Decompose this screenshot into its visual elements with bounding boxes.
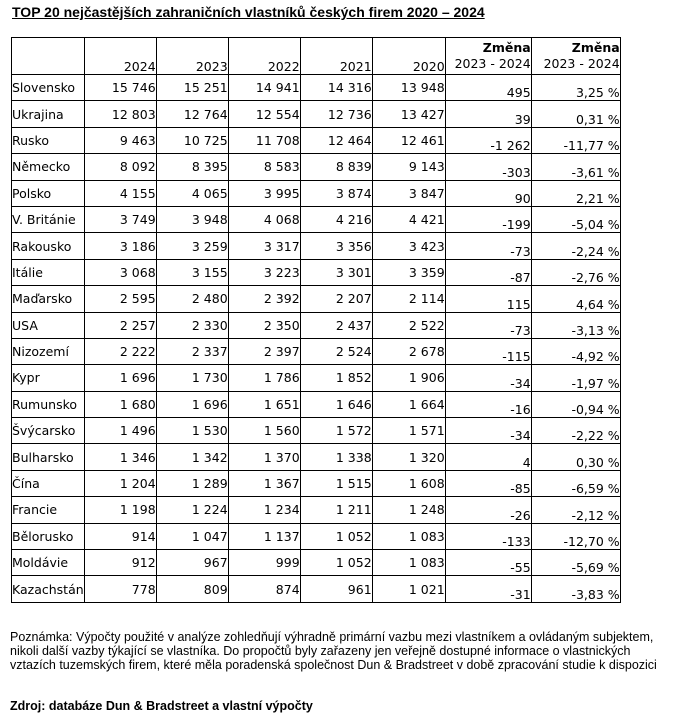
change-cell: 495 [445, 75, 531, 101]
table-row [12, 154, 621, 180]
value-cell: 1 560 [228, 418, 300, 444]
value-cell: 1 680 [84, 391, 156, 417]
value-cell: 1 571 [372, 418, 445, 444]
value-cell: 1 646 [300, 391, 372, 417]
value-cell: 1 234 [228, 497, 300, 523]
value-cell: 2 480 [156, 286, 228, 312]
country-cell: Francie [12, 497, 85, 523]
country-cell: Slovensko [12, 75, 85, 101]
table-row [12, 470, 621, 496]
value-cell: 1 515 [300, 470, 372, 496]
value-cell: 1 137 [228, 523, 300, 549]
footnote: Poznámka: Výpočty použité v analýze zohledňují výhradně primární vazbu mezi vlastníkem a ovládaným subjektem, nikoli další vazby týkající se vlastníka. Do propočtů byly zařazeny jen veřejně dostupné informace o vlastnických vztazích tuzemských firem, které měla poradenská společnost Dun & Bradstreet v době zpracování studie k dispozici [10, 630, 657, 672]
change-cell: -55 [445, 550, 531, 576]
value-cell: 1 696 [156, 391, 228, 417]
change-cell: -199 [445, 206, 531, 232]
value-cell: 2 207 [300, 286, 372, 312]
change-pct-cell: -3,13 % [531, 312, 620, 338]
value-cell: 12 461 [372, 127, 445, 153]
value-cell: 809 [156, 576, 228, 602]
value-cell: 1 852 [300, 365, 372, 391]
change-cell: -133 [445, 523, 531, 549]
value-cell: 778 [84, 576, 156, 602]
value-cell: 2 257 [84, 312, 156, 338]
table-title: TOP 20 nejčastějších zahraničních vlastníků českých firem 2020 – 2024 [12, 4, 485, 20]
value-cell: 1 198 [84, 497, 156, 523]
country-cell: Rakousko [12, 233, 85, 259]
table-row [12, 127, 621, 153]
table-row [12, 75, 621, 101]
change-pct-cell: 0,31 % [531, 101, 620, 127]
table-row [12, 338, 621, 364]
value-cell: 1 204 [84, 470, 156, 496]
change-pct-cell: -1,97 % [531, 365, 620, 391]
year-header: 2022 [228, 38, 300, 75]
value-cell: 3 356 [300, 233, 372, 259]
table-row [12, 180, 621, 206]
change-pct-cell: -2,22 % [531, 418, 620, 444]
value-cell: 8 839 [300, 154, 372, 180]
value-cell: 1 224 [156, 497, 228, 523]
value-cell: 1 083 [372, 523, 445, 549]
country-cell: Čína [12, 470, 85, 496]
value-cell: 8 092 [84, 154, 156, 180]
change-cell: -73 [445, 233, 531, 259]
change-cell: -115 [445, 338, 531, 364]
value-cell: 3 874 [300, 180, 372, 206]
change-pct-cell: -3,83 % [531, 576, 620, 602]
value-cell: 1 021 [372, 576, 445, 602]
value-cell: 1 906 [372, 365, 445, 391]
change-abs-header [445, 38, 531, 75]
change-pct-cell: -5,69 % [531, 550, 620, 576]
country-cell: Bělorusko [12, 523, 85, 549]
country-cell: Kazachstán [12, 576, 85, 602]
change-abs-header-line2: 2023 - 2024 [454, 56, 531, 71]
change-cell: 4 [445, 444, 531, 470]
value-cell: 1 651 [228, 391, 300, 417]
table-row [12, 286, 621, 312]
value-cell: 2 397 [228, 338, 300, 364]
value-cell: 2 678 [372, 338, 445, 364]
table-row [12, 233, 621, 259]
value-cell: 3 259 [156, 233, 228, 259]
change-pct-cell: 4,64 % [531, 286, 620, 312]
table-row [12, 576, 621, 602]
change-pct-cell: -5,04 % [531, 206, 620, 232]
year-header: 2023 [156, 38, 228, 75]
value-cell: 3 359 [372, 259, 445, 285]
country-cell: Německo [12, 154, 85, 180]
value-cell: 15 746 [84, 75, 156, 101]
value-cell: 4 421 [372, 206, 445, 232]
change-pct-cell: -2,76 % [531, 259, 620, 285]
value-cell: 15 251 [156, 75, 228, 101]
country-cell: Nizozemí [12, 338, 85, 364]
value-cell: 961 [300, 576, 372, 602]
value-cell: 1 211 [300, 497, 372, 523]
value-cell: 914 [84, 523, 156, 549]
value-cell: 3 186 [84, 233, 156, 259]
table-row [12, 497, 621, 523]
value-cell: 1 370 [228, 444, 300, 470]
country-cell: Maďarsko [12, 286, 85, 312]
value-cell: 4 216 [300, 206, 372, 232]
value-cell: 2 437 [300, 312, 372, 338]
value-cell: 3 749 [84, 206, 156, 232]
value-cell: 8 395 [156, 154, 228, 180]
value-cell: 3 223 [228, 259, 300, 285]
table-row [12, 206, 621, 232]
table-row [12, 312, 621, 338]
value-cell: 1 730 [156, 365, 228, 391]
table-row [12, 523, 621, 549]
change-cell: 90 [445, 180, 531, 206]
value-cell: 2 522 [372, 312, 445, 338]
change-pct-header-line2: 2023 - 2024 [543, 56, 620, 71]
value-cell: 967 [156, 550, 228, 576]
value-cell: 3 847 [372, 180, 445, 206]
year-header: 2024 [84, 38, 156, 75]
country-cell: Itálie [12, 259, 85, 285]
value-cell: 12 803 [84, 101, 156, 127]
change-cell: -31 [445, 576, 531, 602]
change-cell: -1 262 [445, 127, 531, 153]
value-cell: 1 608 [372, 470, 445, 496]
value-cell: 12 464 [300, 127, 372, 153]
value-cell: 8 583 [228, 154, 300, 180]
value-cell: 13 427 [372, 101, 445, 127]
value-cell: 1 052 [300, 523, 372, 549]
change-cell: -16 [445, 391, 531, 417]
change-cell: -85 [445, 470, 531, 496]
value-cell: 1 047 [156, 523, 228, 549]
country-cell: Polsko [12, 180, 85, 206]
value-cell: 1 696 [84, 365, 156, 391]
change-pct-cell: -12,70 % [531, 523, 620, 549]
change-cell: -34 [445, 418, 531, 444]
value-cell: 1 786 [228, 365, 300, 391]
change-pct-cell: 0,30 % [531, 444, 620, 470]
value-cell: 1 530 [156, 418, 228, 444]
country-cell: Bulharsko [12, 444, 85, 470]
value-cell: 1 346 [84, 444, 156, 470]
value-cell: 4 065 [156, 180, 228, 206]
value-cell: 4 068 [228, 206, 300, 232]
table-row [12, 365, 621, 391]
value-cell: 2 114 [372, 286, 445, 312]
country-header [12, 38, 85, 75]
value-cell: 12 764 [156, 101, 228, 127]
change-pct-cell: 3,25 % [531, 75, 620, 101]
value-cell: 1 367 [228, 470, 300, 496]
value-cell: 3 155 [156, 259, 228, 285]
header-row [12, 38, 621, 75]
change-pct-header [531, 38, 620, 75]
year-header: 2021 [300, 38, 372, 75]
value-cell: 13 948 [372, 75, 445, 101]
table-row [12, 391, 621, 417]
value-cell: 1 338 [300, 444, 372, 470]
value-cell: 14 941 [228, 75, 300, 101]
value-cell: 874 [228, 576, 300, 602]
value-cell: 1 342 [156, 444, 228, 470]
change-pct-cell: 2,21 % [531, 180, 620, 206]
table-row [12, 259, 621, 285]
source-note: Zdroj: databáze Dun & Bradstreet a vlastní výpočty [10, 699, 313, 713]
value-cell: 1 248 [372, 497, 445, 523]
value-cell: 3 068 [84, 259, 156, 285]
country-cell: Ukrajina [12, 101, 85, 127]
country-cell: USA [12, 312, 85, 338]
value-cell: 3 301 [300, 259, 372, 285]
table-row [12, 418, 621, 444]
value-cell: 1 083 [372, 550, 445, 576]
table-row [12, 550, 621, 576]
value-cell: 9 143 [372, 154, 445, 180]
change-cell: -34 [445, 365, 531, 391]
value-cell: 3 423 [372, 233, 445, 259]
value-cell: 2 350 [228, 312, 300, 338]
change-cell: 39 [445, 101, 531, 127]
value-cell: 912 [84, 550, 156, 576]
change-pct-cell: -3,61 % [531, 154, 620, 180]
value-cell: 2 392 [228, 286, 300, 312]
change-cell: -303 [445, 154, 531, 180]
change-pct-cell: -11,77 % [531, 127, 620, 153]
change-cell: -26 [445, 497, 531, 523]
value-cell: 1 664 [372, 391, 445, 417]
value-cell: 1 052 [300, 550, 372, 576]
value-cell: 3 995 [228, 180, 300, 206]
value-cell: 9 463 [84, 127, 156, 153]
value-cell: 999 [228, 550, 300, 576]
table-row [12, 101, 621, 127]
value-cell: 1 496 [84, 418, 156, 444]
value-cell: 4 155 [84, 180, 156, 206]
change-abs-header-line1: Změna [482, 40, 531, 55]
value-cell: 12 736 [300, 101, 372, 127]
value-cell: 3 948 [156, 206, 228, 232]
change-cell: -73 [445, 312, 531, 338]
year-header: 2020 [372, 38, 445, 75]
owners-table [11, 37, 621, 603]
country-cell: Rumunsko [12, 391, 85, 417]
change-cell: 115 [445, 286, 531, 312]
value-cell: 12 554 [228, 101, 300, 127]
change-pct-cell: -6,59 % [531, 470, 620, 496]
country-cell: V. Británie [12, 206, 85, 232]
change-pct-cell: -4,92 % [531, 338, 620, 364]
value-cell: 2 337 [156, 338, 228, 364]
value-cell: 2 524 [300, 338, 372, 364]
change-cell: -87 [445, 259, 531, 285]
value-cell: 2 222 [84, 338, 156, 364]
change-pct-cell: -2,24 % [531, 233, 620, 259]
value-cell: 14 316 [300, 75, 372, 101]
change-pct-cell: -2,12 % [531, 497, 620, 523]
value-cell: 2 330 [156, 312, 228, 338]
value-cell: 11 708 [228, 127, 300, 153]
value-cell: 1 320 [372, 444, 445, 470]
change-pct-header-line1: Změna [571, 40, 620, 55]
country-cell: Moldávie [12, 550, 85, 576]
table-row [12, 444, 621, 470]
country-cell: Rusko [12, 127, 85, 153]
country-cell: Kypr [12, 365, 85, 391]
value-cell: 1 289 [156, 470, 228, 496]
country-cell: Švýcarsko [12, 418, 85, 444]
value-cell: 2 595 [84, 286, 156, 312]
value-cell: 10 725 [156, 127, 228, 153]
value-cell: 3 317 [228, 233, 300, 259]
value-cell: 1 572 [300, 418, 372, 444]
change-pct-cell: -0,94 % [531, 391, 620, 417]
